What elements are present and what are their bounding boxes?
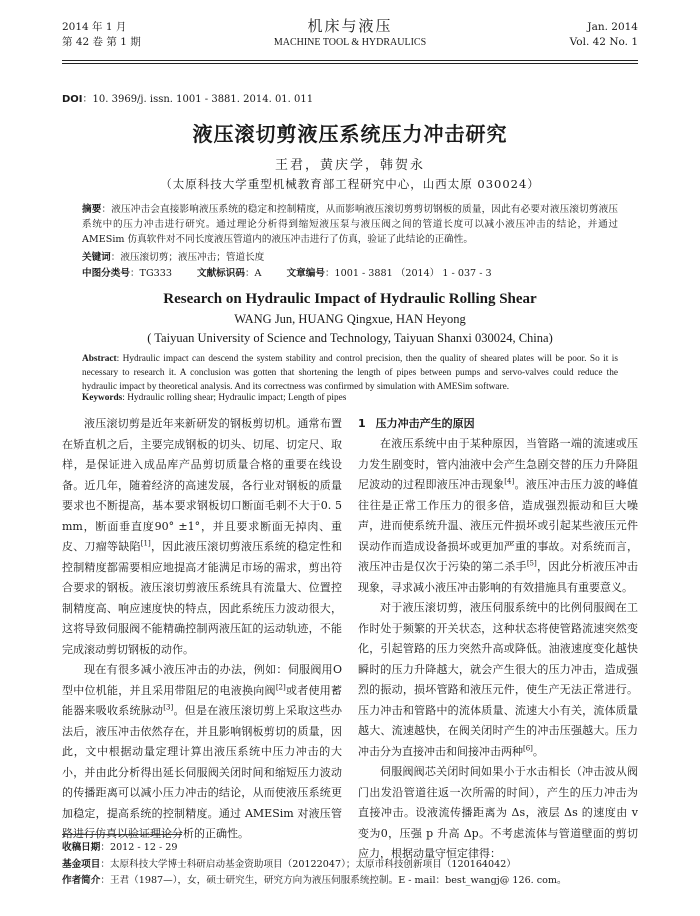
keywords-en-label: Keywords xyxy=(82,393,123,403)
doi-line xyxy=(62,90,313,105)
body-column-right xyxy=(358,414,638,865)
running-header xyxy=(62,16,638,60)
body-column-left xyxy=(62,414,342,845)
intro-p2-text: 现在有很多减小液压冲击的办法，例如：伺服阀用O型中位机能，并且采用带阻尼的电液换向阀 xyxy=(62,663,342,697)
article-no-value: ：1001 - 3881 （2014） 1 - 037 - 3 xyxy=(324,268,492,279)
issue-month-en: Jan. 2014 xyxy=(587,21,638,33)
journal-name-en: MACHINE TOOL & HYDRAULICS xyxy=(273,37,427,48)
article-no-label: 文章编号 xyxy=(286,268,325,279)
citation-2: [2] xyxy=(275,682,286,691)
section-1-heading xyxy=(358,414,638,434)
sec1-p1-text: 在液压系统中由于某种原因，当管路一端的流速或压力发生剧变时，管内油液中会产生急剧交替的压力升降阻尼波动的过程即液压冲击现象 xyxy=(358,437,638,491)
keywords-en-text: : Hydraulic rolling shear; Hydraulic impact; Length of pipes xyxy=(122,393,347,403)
fund-info xyxy=(62,857,638,874)
abstract-cn xyxy=(82,202,618,247)
clc-label: 中图分类号 xyxy=(82,268,130,279)
section-1-paragraph-3: 伺服阀阀芯关闭时间如果小于水击相长（冲击波从阀门出发沿管道往返一次所需的时间），产生的压力冲击为直接冲击。设液流传播距离为 Δs，液层 Δs 的速度由 v 变为0，压强 p 升高 Δp。不考虑流体与管道壁面的剪切应力，根据动量守恒定律得： xyxy=(358,765,638,860)
intro-p1-text: 液压滚切剪是近年来新研发的钢板剪切机。通常布置在矫直机之后，主要完成钢板的切头、切尾、切定尺、取样，是保证进入成品库产品剪切质量合格的重要在线设备。近几年，随着经济的高速发展，各行业对钢板的质量要求也不断提高，基本要求钢板切口断面毛刺不大于0. 5 mm，断面垂直度90° ±1°，并且要求断面无掉肉、重皮、刀瘤等缺陷 xyxy=(62,417,342,553)
intro-paragraph-1 xyxy=(62,414,342,660)
authors-en: WANG Jun, HUANG Qingxue, HAN Heyong xyxy=(234,312,466,326)
clc-value: ：TG333 xyxy=(129,268,172,279)
section-1-number: 1 xyxy=(358,417,366,430)
citation-6: [6] xyxy=(523,743,533,752)
intro-p2-mid: 或者使用蓄能器来吸收系统脉动 xyxy=(62,683,343,717)
header-rule-thick xyxy=(62,60,638,61)
abstract-en xyxy=(82,352,618,394)
doi-label: DOI xyxy=(62,94,83,105)
classification-line xyxy=(82,266,618,281)
citation-5: [5] xyxy=(526,559,537,568)
keywords-cn-text: ：液压滚切剪；液压冲击；管道长度 xyxy=(110,252,265,263)
paper-title-en: Research on Hydraulic Impact of Hydraulic Rolling Shear xyxy=(163,291,537,307)
keywords-cn-label: 关键词 xyxy=(82,252,111,263)
affiliation-en: ( Taiyuan University of Science and Technology, Taiyuan Shanxi 030024, China) xyxy=(147,331,553,345)
abstract-en-text: : Hydraulic impact can descend the system stability and control precision, then the quality of sheared plates will be poor. So it is necessary to research it. A conclusion was gotten that shortening the length of pipes between pumps and servo-valves could reduce the hydraulic impact by theoretical analysis. And its correctness was confirmed by simulation with AMESim software. xyxy=(82,354,618,392)
author-bio-value: ：王君（1987—），女，硕士研究生，研究方向为液压伺服系统控制。E - mail：best_wangj@ 126. com。 xyxy=(100,875,567,886)
issue-month-cn: 2014 年 1 月 xyxy=(62,21,127,33)
issue-volume-en: Vol. 42 No. 1 xyxy=(569,36,638,48)
issue-date-right xyxy=(570,20,638,50)
affiliation-cn: （太原科技大学重型机械教育部工程研究中心，山西太原 030024） xyxy=(160,177,540,191)
section-1-title: 压力冲击产生的原因 xyxy=(375,417,475,430)
header-rule-thin xyxy=(62,63,638,64)
keywords-en xyxy=(82,391,618,405)
sec1-p2-tail: 。 xyxy=(532,744,544,758)
article-number xyxy=(287,268,492,279)
keywords-cn xyxy=(82,250,618,265)
citation-3: [3] xyxy=(163,703,174,712)
footnotes xyxy=(62,840,638,890)
citation-4: [4] xyxy=(504,477,515,486)
clc-number xyxy=(82,268,172,279)
intro-p1-tail: ，因此液压滚切剪液压系统的稳定性和控制精度都需要相应地提高才能满足市场的需求，剪出符合要求的钢板。液压滚切剪液压系统具有流量大、位置控制精度高、响应速度快的特点，因此系统压力波动很大，这将导致伺服阀不能精确控制两液压缸的运动轨迹，不能完成滚动剪切钢板的动作。 xyxy=(62,540,343,656)
abstract-cn-text: ：液压冲击会直接影响液压系统的稳定和控制精度，从而影响液压滚切剪剪切钢板的质量，因此有必要对液压滚切剪液压系统中的压力冲击进行研究。通过理论分析得到缩短液压泵与液压阀之间的管道长度可以减小液压冲击的结论，并通过 AMESim 仿真软件对不同长度液压管道内的液压冲击进行了仿真，验证了此结论的正确性。 xyxy=(82,204,619,245)
issue-volume-cn: 第 42 卷 第 1 期 xyxy=(62,36,141,48)
sec1-p2-text: 对于液压滚切剪，液压伺服系统中的比例伺服阀在工作时处于频繁的开关状态，这种状态将使管路流速突然变化，引起管路的压力突然升高或降低。油液速度变化越快瞬时的压力升降越大，就会产生很大的压力冲击，造成强烈的振动，损坏管路和液压元件，使生产无法正常进行。压力冲击和管路中的流体质量、流速大小有关，流体质量越大、流速越快，在阀关闭时产生的冲击压强越大。压力冲击分为直接冲击和间接冲击两种 xyxy=(358,601,638,758)
journal-name xyxy=(62,16,638,50)
doc-code xyxy=(197,268,262,279)
author-bio-label: 作者简介 xyxy=(62,875,101,886)
fund-value: ：太原科技大学博士科研启动基金资助项目（20122047）；太原市科技创新项目（120164042） xyxy=(100,858,516,870)
received-value: ：2012 - 12 - 29 xyxy=(100,842,178,853)
abstract-en-label: Abstract xyxy=(82,354,117,364)
authors-cn: 王君，黄庆学，韩贺永 xyxy=(274,158,425,173)
section-1-paragraph-2 xyxy=(358,598,638,762)
paper-title-cn: 液压滚切剪液压系统压力冲击研究 xyxy=(192,122,508,146)
doc-code-value: ：A xyxy=(244,268,262,279)
sec1-p1-tail: 。液压冲击压力波的峰值往往是正常工作压力的很多倍，造成强烈振动和巨大噪声，进而使系统升温、液压元件损坏或引起某些液压元件误动作而造成设备损坏或更加严重的事故。对系统而言，液压冲击是仅次于污染的第二杀手 xyxy=(358,478,639,573)
doc-code-label: 文献标识码 xyxy=(197,268,245,279)
received-date xyxy=(62,840,638,857)
doi-value: ：10. 3969/j. issn. 1001 - 3881. 2014. 01. 011 xyxy=(82,94,314,105)
author-bio xyxy=(62,873,638,890)
section-1-paragraph-1 xyxy=(358,434,638,598)
citation-1: [1] xyxy=(140,539,151,548)
abstract-cn-label: 摘要 xyxy=(82,204,102,215)
received-label: 收稿日期 xyxy=(62,842,101,853)
sec1-p1-end: ，因此分析液压冲击现象，寻求减小液压冲击影响的有效措施具有重要意义。 xyxy=(358,560,639,594)
intro-p2-tail: 。但是在液压滚切剪上采取这些办法后，液压冲击依然存在，并且影响钢板剪切的质量，因此，文中根据动量定理计算出液压系统中压力冲击的大小，并由此分析得出延长伺服阀关闭时间和缩短压力波动的传播距离可以减小压力冲击的结论，从而使液压系统更加稳定，提高系统的控制精度。通过 AMESim 对液压管路进行仿真以验证理论分析的正确性。 xyxy=(62,704,343,840)
intro-paragraph-2 xyxy=(62,660,342,845)
footnote-rule xyxy=(62,834,182,835)
journal-name-cn: 机床与液压 xyxy=(307,17,393,35)
fund-label: 基金项目 xyxy=(62,858,101,870)
